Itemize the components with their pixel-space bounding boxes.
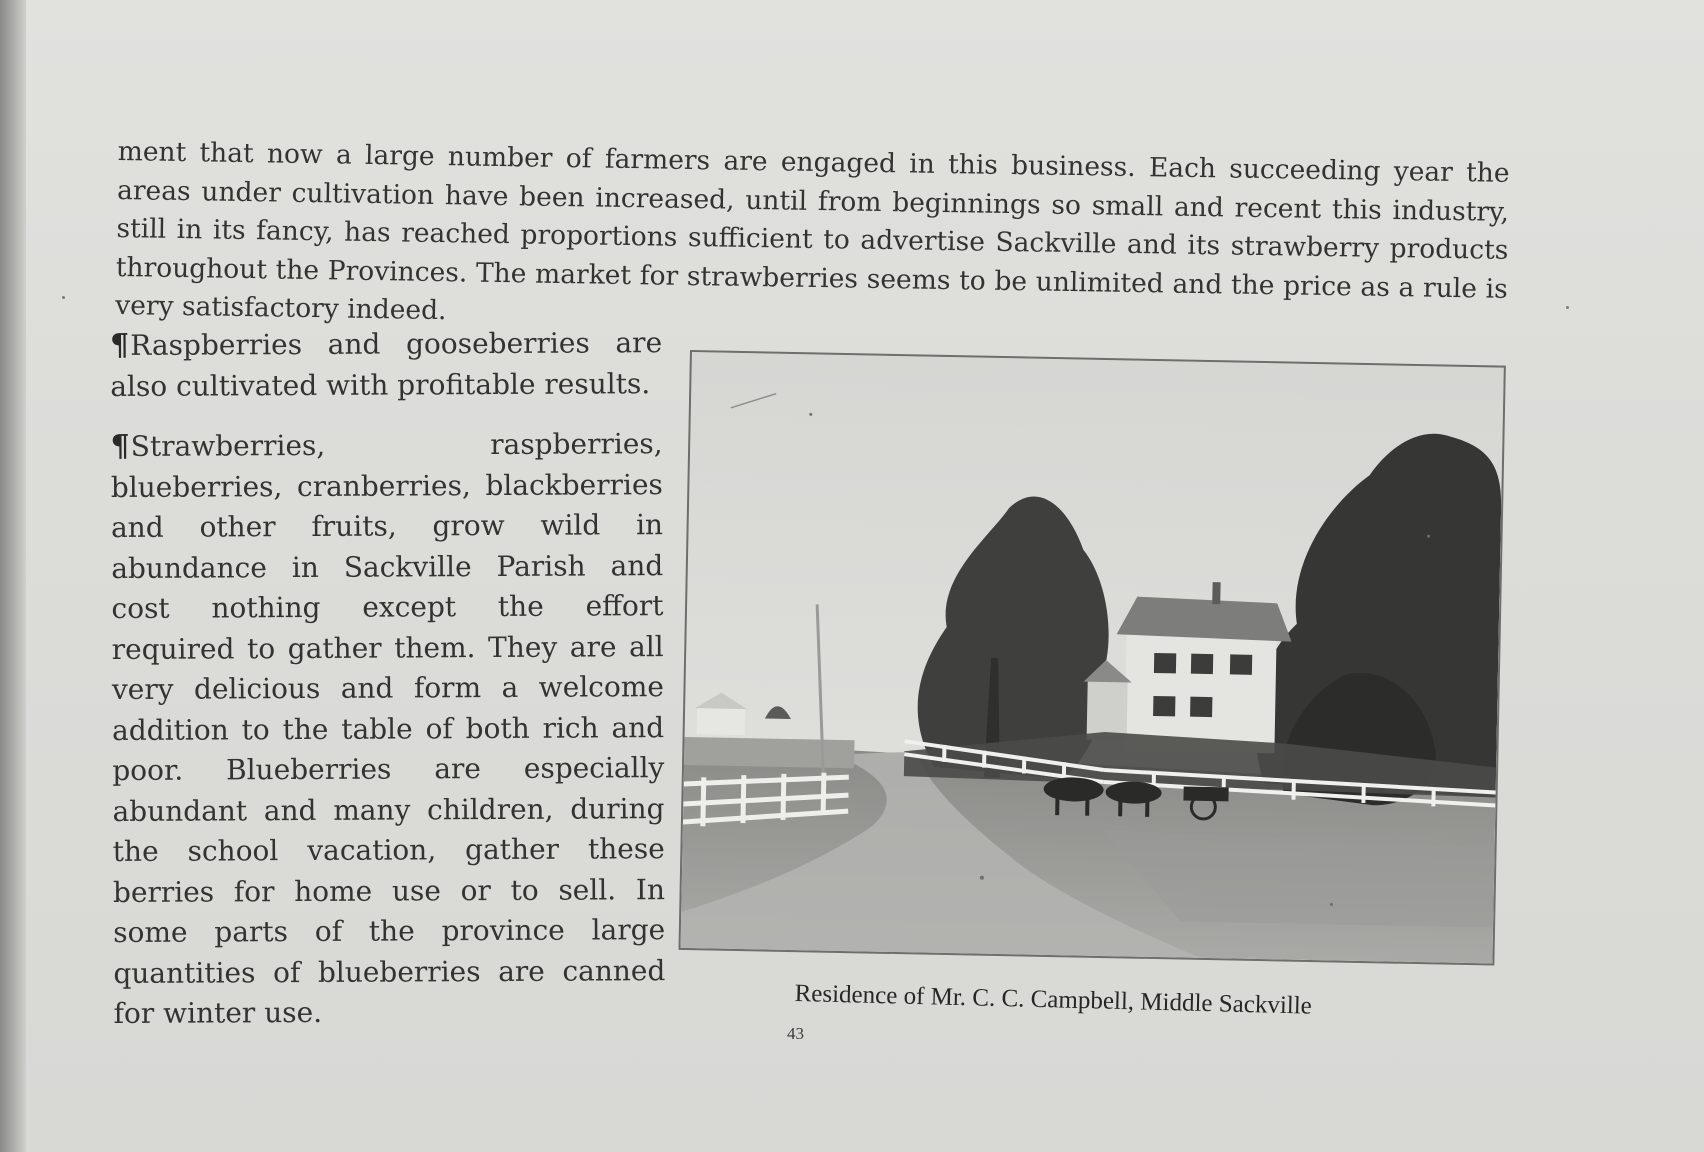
left-text-column xyxy=(110,323,666,1054)
residence-photo xyxy=(678,350,1505,966)
distant-house xyxy=(697,707,746,735)
scan-speck xyxy=(62,296,65,299)
distant-shore xyxy=(684,737,855,768)
raspberries-paragraph-text: Raspberries and gooseberries are also cultivated with profitable results. xyxy=(110,326,663,403)
paragraph-mark-icon: ¶ xyxy=(110,327,130,363)
paragraph-mark-icon: ¶ xyxy=(110,428,130,464)
raspberries-paragraph xyxy=(110,323,662,407)
scan-speck xyxy=(1566,306,1569,309)
residence-photo-illustration xyxy=(681,352,1504,963)
photo-caption: Residence of Mr. C. C. Campbell, Middle Sackville xyxy=(794,980,1313,1020)
page-number: 43 xyxy=(787,1024,804,1043)
wild-berries-paragraph xyxy=(111,424,666,1034)
binding-edge xyxy=(0,0,26,1152)
intro-paragraph: ment that now a large number of farmers are engaged in this business. Each succeeding year the areas under cultivation have been increased, until from beginnings so small and recent this industry, still in its fancy, has reached proportions sufficient to advertise Sackville and its strawberry products throughout the Provinces. The market for strawberries seems to be unlimited and the price as a rule is very satisfactory indeed. xyxy=(115,135,1510,326)
wild-berries-paragraph-text: Strawberries, raspberries, blueberries, cranberries, blackberries and other fruits, grow wild in abundance in Sackville Parish and cost nothing except the effort required to gather them. They are all very delicious and form a welcome addition to the table of both rich and poor. Blueberries are especially abundant and many children, during the school vacation, gather these berries for home use or to sell. In some parts of the province large quantities of blueberries are canned for winter use. xyxy=(110,427,666,1030)
